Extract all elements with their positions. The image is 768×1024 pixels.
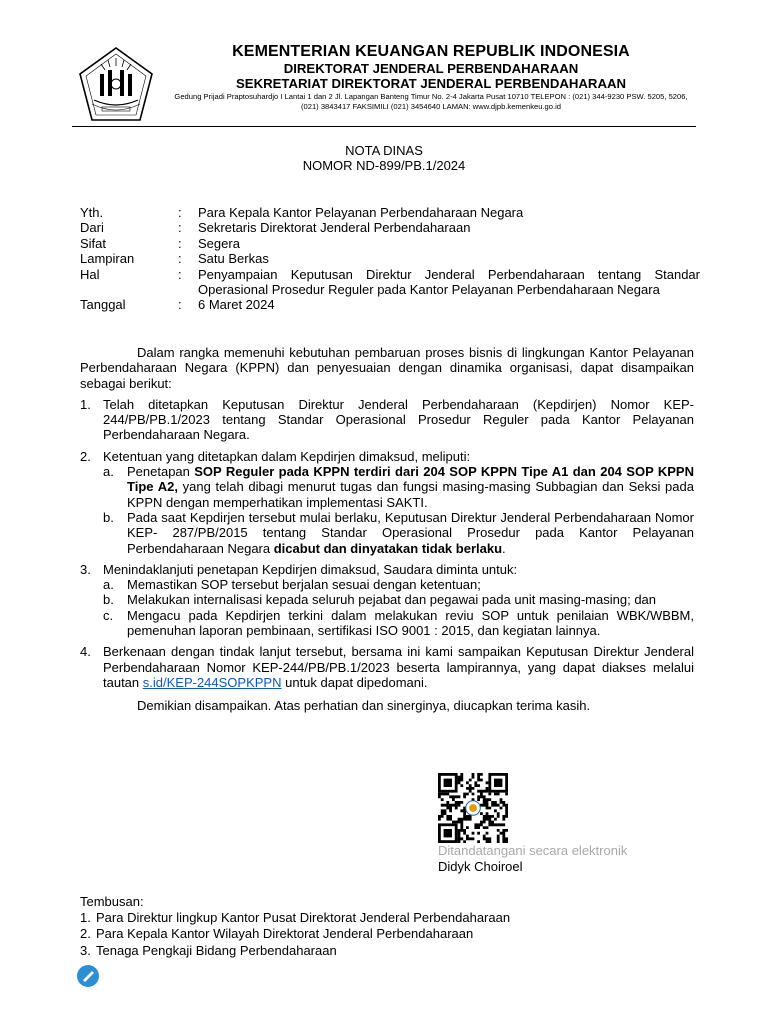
sub-item-letter: b. bbox=[103, 509, 114, 525]
electronic-signature-note: Ditandatangani secara elektronik bbox=[438, 843, 628, 858]
item-text-part: Berkenaan dengan tindak lanjut tersebut, bersama ini kami sampaikan Keputusan Direktur Jenderal Perbendaharaan Nomor KEP-244/PB/PB.1/2023 beserta lampirannya, yang dapat diakses melalui tautan bbox=[103, 644, 694, 690]
letterhead-divider bbox=[72, 126, 696, 127]
memo-title-block bbox=[0, 143, 768, 173]
ministry-emblem-icon bbox=[74, 44, 158, 128]
header-value: Penyampaian Keputusan Direktur Jenderal Perbendaharaan tentang Standar Operasional Prosedur Reguler pada Kantor Pelayanan Perbendaharaan Negara bbox=[198, 266, 700, 298]
sub-item-text-part: yang telah dibagi menurut tugas dan fungsi masing-masing Subbagian dan Seksi pada KPPN dengan memperhatikan implementasi SAKTI. bbox=[127, 479, 694, 510]
header-value: Segera bbox=[198, 235, 240, 251]
item-number: 3. bbox=[80, 561, 91, 577]
letterhead-address: Gedung Prijadi Praptosuhardjo I Lantai 1 dan 2 Jl. Lapangan Banteng Timur No. 2-4 Jakarta Pusat 10710 TELEPON : (021) 344-9230 PSW. 5205, 5206, (021) 3843417 FAKSIMILI (021) 3454640 LAMAN: www.djpb.kemenkeu.go.id bbox=[174, 92, 688, 111]
sub-item bbox=[103, 577, 694, 592]
item-number: 2. bbox=[80, 448, 91, 464]
cc-text: Para Kepala Kantor Wilayah Direktorat Jenderal Perbendaharaan bbox=[96, 926, 474, 942]
intro-paragraph: Dalam rangka memenuhi kebutuhan pembaruan proses bisnis di lingkungan Kantor Pelayanan Perbendaharaan Negara (KPPN) dan penyesuaian dengan dinamika organisasi, dapat disampaikan sebagai berikut: bbox=[80, 345, 694, 391]
cc-item bbox=[80, 910, 510, 926]
sub-item-letter: a. bbox=[103, 464, 114, 480]
qr-code-icon bbox=[438, 773, 508, 843]
header-value: 6 Maret 2024 bbox=[198, 297, 275, 313]
cc-number: 1. bbox=[80, 910, 91, 926]
letterhead bbox=[166, 42, 696, 112]
header-label: Tanggal bbox=[80, 297, 126, 313]
cc-item bbox=[80, 926, 510, 942]
sub-item-letter: b. bbox=[103, 592, 114, 608]
ministry-name: KEMENTERIAN KEUANGAN REPUBLIK INDONESIA bbox=[232, 43, 630, 60]
header-row-from bbox=[80, 220, 700, 235]
sub-item-text: Memastikan SOP tersebut berjalan sesuai dengan ketentuan; bbox=[127, 577, 481, 593]
sub-item bbox=[103, 510, 694, 556]
cc-text: Para Direktur lingkup Kantor Pusat Direktorat Jenderal Perbendaharaan bbox=[96, 910, 511, 926]
sub-item-text-part: Pada saat Kepdirjen tersebut mulai berlaku, Keputusan Direktur Jenderal Perbendaharaan Nomor KEP- 287/PB/2015 tentang Standar Operasional Prosedur pada Kantor Pelayanan Perbendaharaan Negara bbox=[127, 509, 694, 556]
sub-item-letter: c. bbox=[103, 607, 114, 623]
cc-number: 3. bbox=[80, 942, 91, 958]
item-text-part: untuk dapat dipedomani. bbox=[281, 674, 428, 690]
item-text: Ketentuan yang ditetapkan dalam Kepdirjen dimaksud, meliputi: bbox=[103, 448, 471, 464]
carbon-copy bbox=[80, 894, 510, 959]
header-value: Sekretaris Direktorat Jenderal Perbendaharaan bbox=[198, 220, 471, 236]
secretariat-name: SEKRETARIAT DIREKTORAT JENDERAL PERBENDAHARAAN bbox=[235, 76, 627, 91]
closing-sentence: Demikian disampaikan. Atas perhatian dan sinerginya, diucapkan terima kasih. bbox=[137, 698, 591, 714]
memo-title: NOTA DINAS bbox=[345, 143, 423, 158]
header-colon: : bbox=[178, 251, 182, 267]
header-label: Lampiran bbox=[80, 251, 135, 267]
document-link[interactable]: s.id/KEP-244SOPKPPN bbox=[142, 674, 282, 690]
item-content bbox=[103, 562, 694, 638]
header-label: Sifat bbox=[80, 235, 107, 251]
header-label: Yth. bbox=[80, 205, 104, 220]
header-row-attachment bbox=[80, 251, 700, 266]
item-number: 4. bbox=[80, 644, 91, 660]
header-row-nature bbox=[80, 236, 700, 251]
sub-item bbox=[103, 464, 694, 510]
memo-body bbox=[80, 345, 694, 714]
sub-item-emphasis: SOP Reguler pada KPPN terdiri dari 204 SOP KPPN Tipe A1 dan 204 SOP KPPN Tipe A2, bbox=[127, 464, 694, 495]
header-colon: : bbox=[178, 205, 182, 220]
sub-item-text-part: . bbox=[502, 540, 506, 556]
item-text: Menindaklanjuti penetapan Kepdirjen dimaksud, Saudara diminta untuk: bbox=[103, 561, 518, 577]
header-colon: : bbox=[178, 266, 182, 282]
sub-item-emphasis: dicabut dan dinyatakan tidak berlaku bbox=[273, 540, 503, 556]
sub-item-text bbox=[127, 464, 694, 510]
cc-text: Tenaga Pengkaji Bidang Perbendaharaan bbox=[96, 942, 337, 958]
list-item bbox=[80, 449, 694, 556]
header-label: Hal bbox=[80, 266, 100, 282]
sub-item-text bbox=[127, 510, 694, 556]
signatory-name: Didyk Choiroel bbox=[438, 859, 523, 874]
item-content bbox=[103, 449, 694, 556]
header-colon: : bbox=[178, 220, 182, 236]
header-colon: : bbox=[178, 297, 182, 313]
sub-item bbox=[103, 592, 694, 607]
header-colon: : bbox=[178, 235, 182, 251]
list-item bbox=[80, 562, 694, 638]
cc-title: Tembusan: bbox=[80, 894, 144, 909]
sub-item-text: Melakukan internalisasi kepada seluruh pejabat dan pegawai pada unit masing-masing; dan bbox=[127, 592, 657, 608]
list-item bbox=[80, 644, 694, 690]
sub-item-text: Mengacu pada Kepdirjen terkini dalam melakukan reviu SOP untuk penilaian WBK/WBBM, pemenuhan laporan pembinaan, sertifikasi ISO 9001 : 2015, dan kegiatan lainnya. bbox=[127, 607, 694, 639]
directorate-name: DIREKTORAT JENDERAL PERBENDAHARAAN bbox=[283, 61, 579, 76]
sub-item-letter: a. bbox=[103, 577, 114, 593]
header-value: Satu Berkas bbox=[198, 251, 269, 267]
list-item bbox=[80, 397, 694, 443]
item-text: Telah ditetapkan Keputusan Direktur Jenderal Perbendaharaan (Kepdirjen) Nomor KEP-244/PB/PB.1/2023 tentang Standar Operasional Prosedur Reguler pada Kantor Pelayanan Perbendaharaan Negara. bbox=[103, 396, 694, 443]
sub-item-text-part: Penetapan bbox=[127, 464, 195, 480]
item-number: 1. bbox=[80, 396, 91, 412]
header-row-subject bbox=[80, 267, 700, 298]
cc-number: 2. bbox=[80, 926, 91, 942]
memo-header bbox=[80, 205, 700, 313]
sub-item bbox=[103, 608, 694, 639]
header-row-date bbox=[80, 297, 700, 312]
item-text bbox=[103, 644, 694, 690]
cc-item bbox=[80, 943, 510, 959]
header-label: Dari bbox=[80, 220, 104, 236]
header-row-recipient bbox=[80, 205, 700, 220]
signature-badge-icon bbox=[77, 965, 99, 987]
memo-number: NOMOR ND-899/PB.1/2024 bbox=[302, 158, 466, 173]
header-value: Para Kepala Kantor Pelayanan Perbendaharaan Negara bbox=[198, 205, 524, 220]
